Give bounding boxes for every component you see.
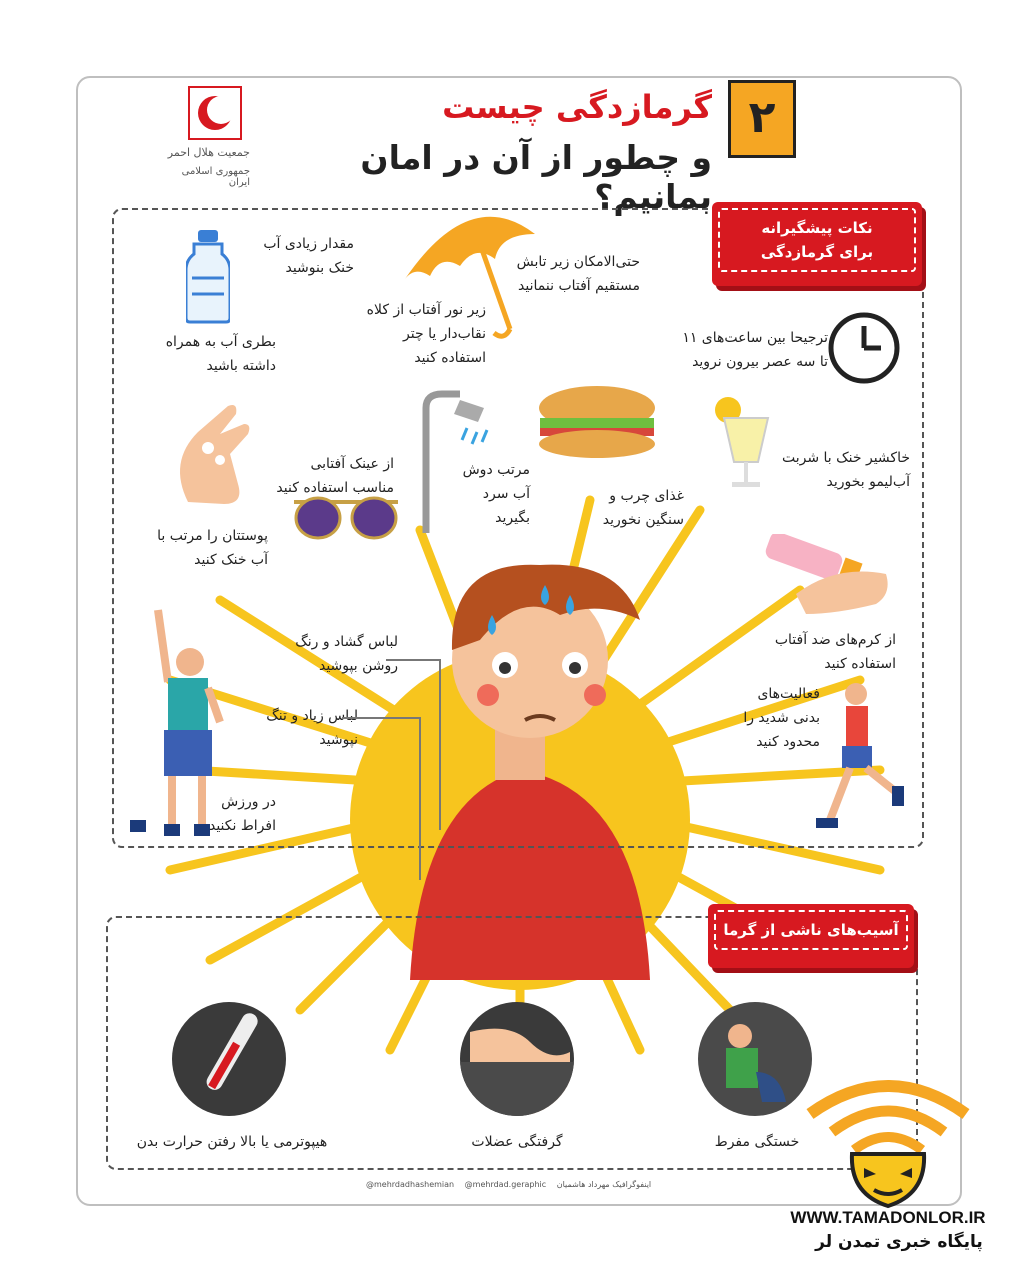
tip-shower: مرتب دوش آب سرد بگیرید bbox=[462, 462, 530, 526]
damages-ribbon-text: آسیب‌های ناشی از گرما bbox=[723, 921, 899, 939]
number-badge-text: ۲ bbox=[748, 92, 776, 143]
tip-sunscreen: از کرم‌های ضد آفتاب استفاده کنید bbox=[774, 632, 896, 672]
tip-water-drink: مقدار زیادی آب خنک بنوشید bbox=[263, 236, 354, 276]
tips-ribbon-line2: برای گرمازدگی bbox=[760, 243, 874, 261]
tip-skin: پوستتان را مرتب با آب خنک کنید bbox=[157, 528, 268, 568]
tip-hours: ترجیحا بین ساعت‌های ۱۱ تا سه عصر بیرون نروید bbox=[682, 330, 828, 370]
tip-lemonade: خاکشیر خنک با شربت آب‌لیمو بخورید bbox=[781, 450, 910, 490]
tips-ribbon-line1: نکات پیشگیرانه bbox=[761, 219, 873, 237]
watermark-name: پایگاه خبری تمدن لر bbox=[815, 1232, 983, 1252]
damage-fatigue: خستگی مفرط bbox=[714, 1134, 800, 1150]
tip-food: غذای چرب و سنگین نخورید bbox=[602, 488, 684, 528]
org-name-line1: جمعیت هلال احمر bbox=[167, 146, 250, 159]
tip-umbrella: زیر نور آفتاب از کلاه نقاب‌دار یا چتر استفاده کنید bbox=[366, 302, 486, 366]
tip-clothes-loose: لباس گشاد و رنگ روشن بپوشید bbox=[295, 634, 398, 674]
page-subtitle: و چطور از آن در امان بمانیم؟ bbox=[360, 138, 712, 216]
tip-clothes-tight: لباس زیاد و تنگ نپوشید bbox=[266, 708, 358, 748]
credit-name: اینفوگرافیک مهرداد هاشمیان bbox=[556, 1180, 652, 1189]
org-name-line2: جمهوری اسلامی ایران bbox=[181, 166, 250, 188]
wifi-mask-logo bbox=[806, 1072, 970, 1210]
credit-handle-2: @mehrdad.geraphic bbox=[464, 1180, 547, 1189]
damage-cramps: گرفتگی عضلات bbox=[471, 1134, 563, 1150]
page-title: گرمازدگی چیست bbox=[442, 88, 712, 126]
credit-handle-1: @mehrdadhashemian bbox=[366, 1180, 455, 1189]
damage-hyperthermia: هیپوترمی یا بالا رفتن حرارت بدن bbox=[136, 1134, 328, 1150]
tip-exercise: در ورزش افراط نکنید bbox=[208, 794, 276, 834]
tip-activity: فعالیت‌های بدنی شدید را محدود کنید bbox=[743, 686, 820, 750]
footer-credits bbox=[366, 1180, 680, 1189]
tip-sunglasses: از عینک آفتابی مناسب استفاده کنید bbox=[276, 456, 394, 496]
watermark-url: WWW.TAMADONLOR.IR bbox=[790, 1208, 986, 1227]
tip-water-bottle: بطری آب به همراه داشته باشید bbox=[165, 334, 276, 374]
tip-sun-avoid: حتی‌الامکان زیر تابش مستقیم آفتاب ننمانید bbox=[516, 254, 640, 294]
